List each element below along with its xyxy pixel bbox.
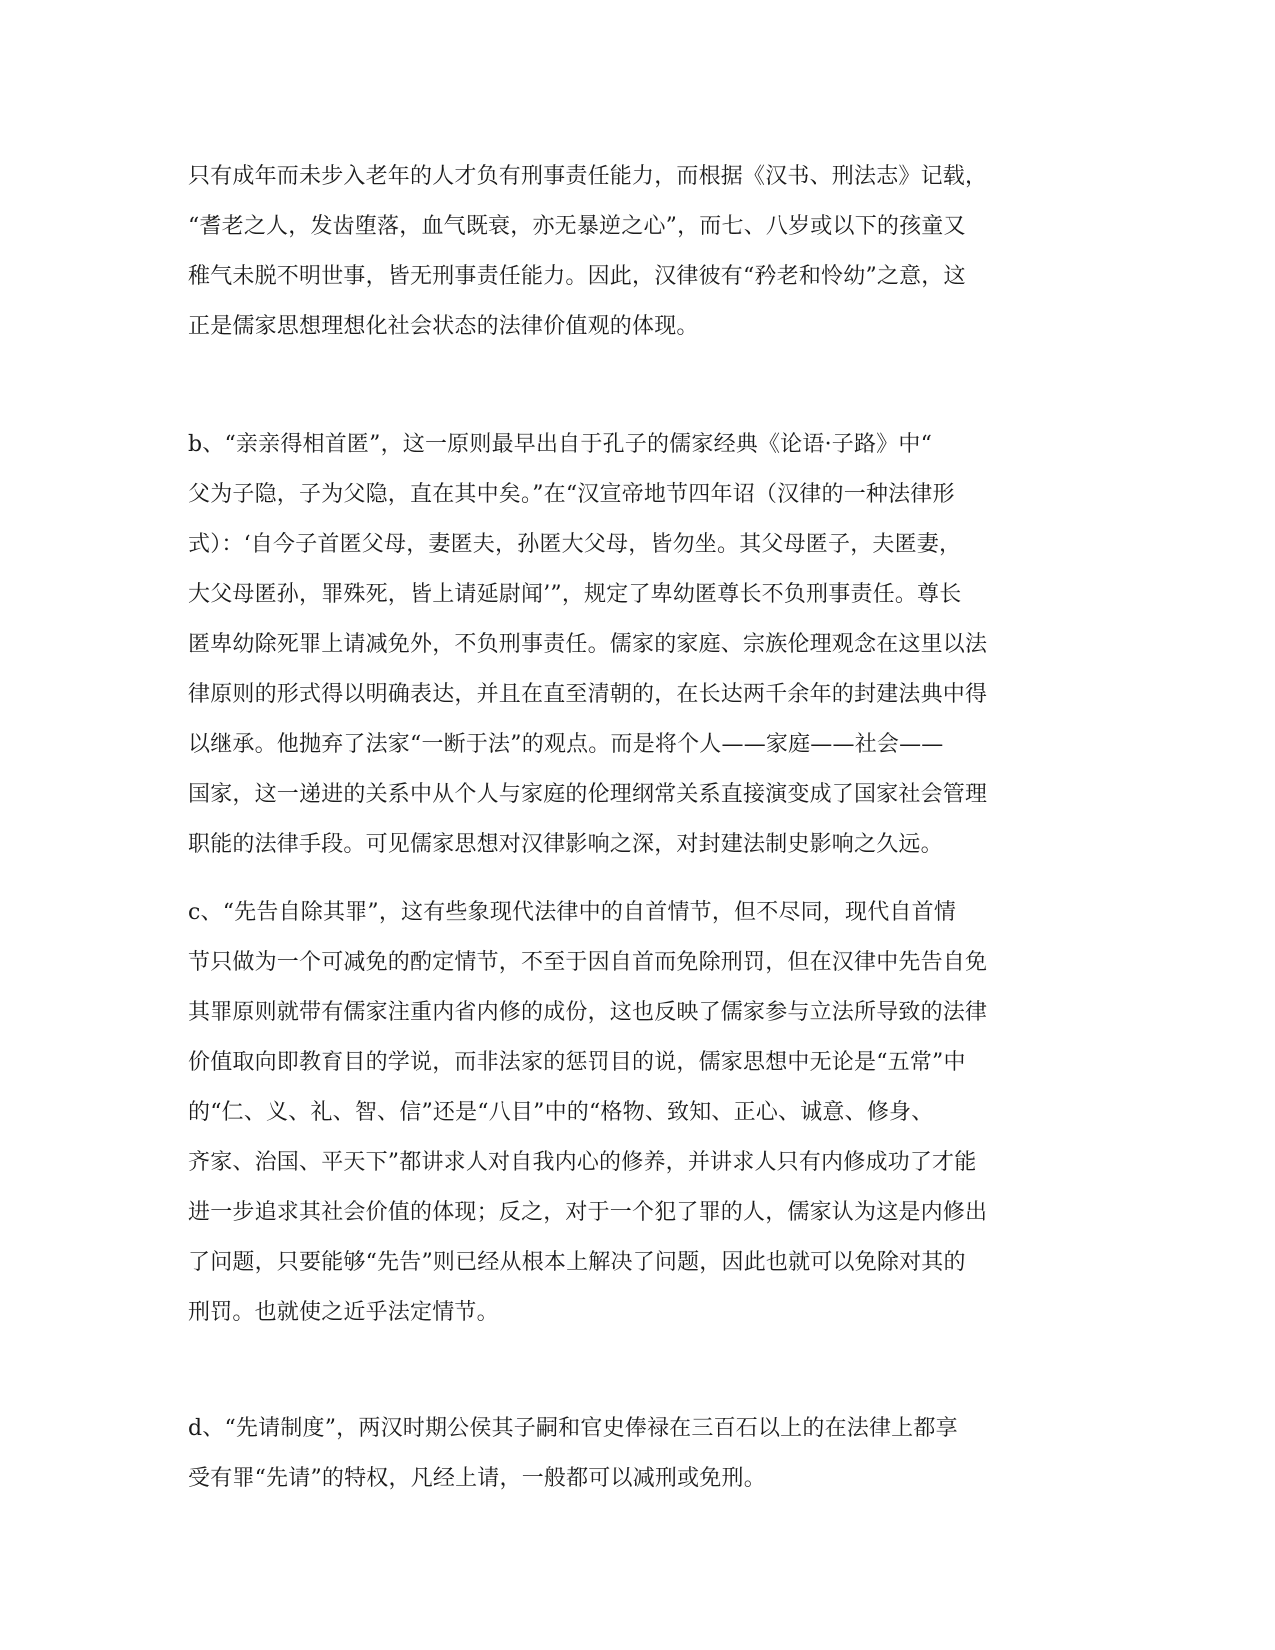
text-line: 正是儒家思想理想化社会状态的法律价值观的体现。 [188,314,699,339]
text-line: 进一步追求其社会价值的体现；反之，对于一个犯了罪的人，儒家认为这是内修出 [188,1200,988,1225]
text-line: “耆老之人，发齿堕落，血气既衰，亦无暴逆之心”，而七、八岁或以下的孩童又 [188,214,966,239]
text-line: 大父母匿孙，罪殊死，皆上请延尉闻’”，规定了卑幼匿尊长不负刑事责任。尊长 [188,582,962,607]
paragraph-d-prior-petition-system [188,1404,1088,1504]
text-line: 职能的法律手段。可见儒家思想对汉律影响之深，对封建法制史影响之久远。 [188,832,943,857]
text-line: d、“先请制度”，两汉时期公侯其子嗣和官史俸禄在三百石以上的在法律上都享 [188,1416,958,1441]
text-line: 父为子隐，子为父隐，直在其中矣。”在“汉宣帝地节四年诏（汉律的一种法律形 [188,482,955,507]
text-line: 以继承。他抛弃了法家“一断于法”的观点。而是将个人——家庭——社会—— [188,732,944,757]
paragraph-c-self-confession [188,888,1088,1338]
paragraph-elderly-children-liability [188,152,1088,352]
text-line: b、“亲亲得相首匿”，这一原则最早出自于孔子的儒家经典《论语·子路》中“ [188,432,933,457]
text-line: c、“先告自除其罪”，这有些象现代法律中的自首情节，但不尽同，现代自首情 [188,900,957,925]
text-line: 式）：‘自今子首匿父母，妻匿夫，孙匿大父母，皆勿坐。其父母匿子，夫匿妻， [188,532,962,557]
text-line: 刑罚。也就使之近乎法定情节。 [188,1300,499,1325]
text-line: 受有罪“先请”的特权，凡经上请，一般都可以减刑或免刑。 [188,1466,766,1491]
text-line: 稚气未脱不明世事，皆无刑事责任能力。因此，汉律彼有“矜老和怜幼”之意，这 [188,264,966,289]
text-line: 律原则的形式得以明确表达，并且在直至清朝的，在长达两千余年的封建法典中得 [188,682,988,707]
paragraph-b-concealment-of-relatives [188,420,1088,870]
text-line: 齐家、治国、平天下”都讲求人对自我内心的修养，并讲求人只有内修成功了才能 [188,1150,977,1175]
text-line: 节只做为一个可减免的酌定情节，不至于因自首而免除刑罚，但在汉律中先告自免 [188,950,988,975]
text-line: 只有成年而未步入老年的人才负有刑事责任能力，而根据《汉书、刑法志》记载， [188,164,988,189]
text-line: 其罪原则就带有儒家注重内省内修的成份，这也反映了儒家参与立法所导致的法律 [188,1000,988,1025]
text-line: 价值取向即教育目的学说，而非法家的惩罚目的说，儒家思想中无论是“五常”中 [188,1050,966,1075]
text-line: 匿卑幼除死罪上请减免外，不负刑事责任。儒家的家庭、宗族伦理观念在这里以法 [188,632,988,657]
text-line: 了问题，只要能够“先告”则已经从根本上解决了问题，因此也就可以免除对其的 [188,1250,966,1275]
text-line: 的“仁、义、礼、智、信”还是“八目”中的“格物、致知、正心、诚意、修身、 [188,1100,934,1125]
text-line: 国家，这一递进的关系中从个人与家庭的伦理纲常关系直接演变成了国家社会管理 [188,782,988,807]
